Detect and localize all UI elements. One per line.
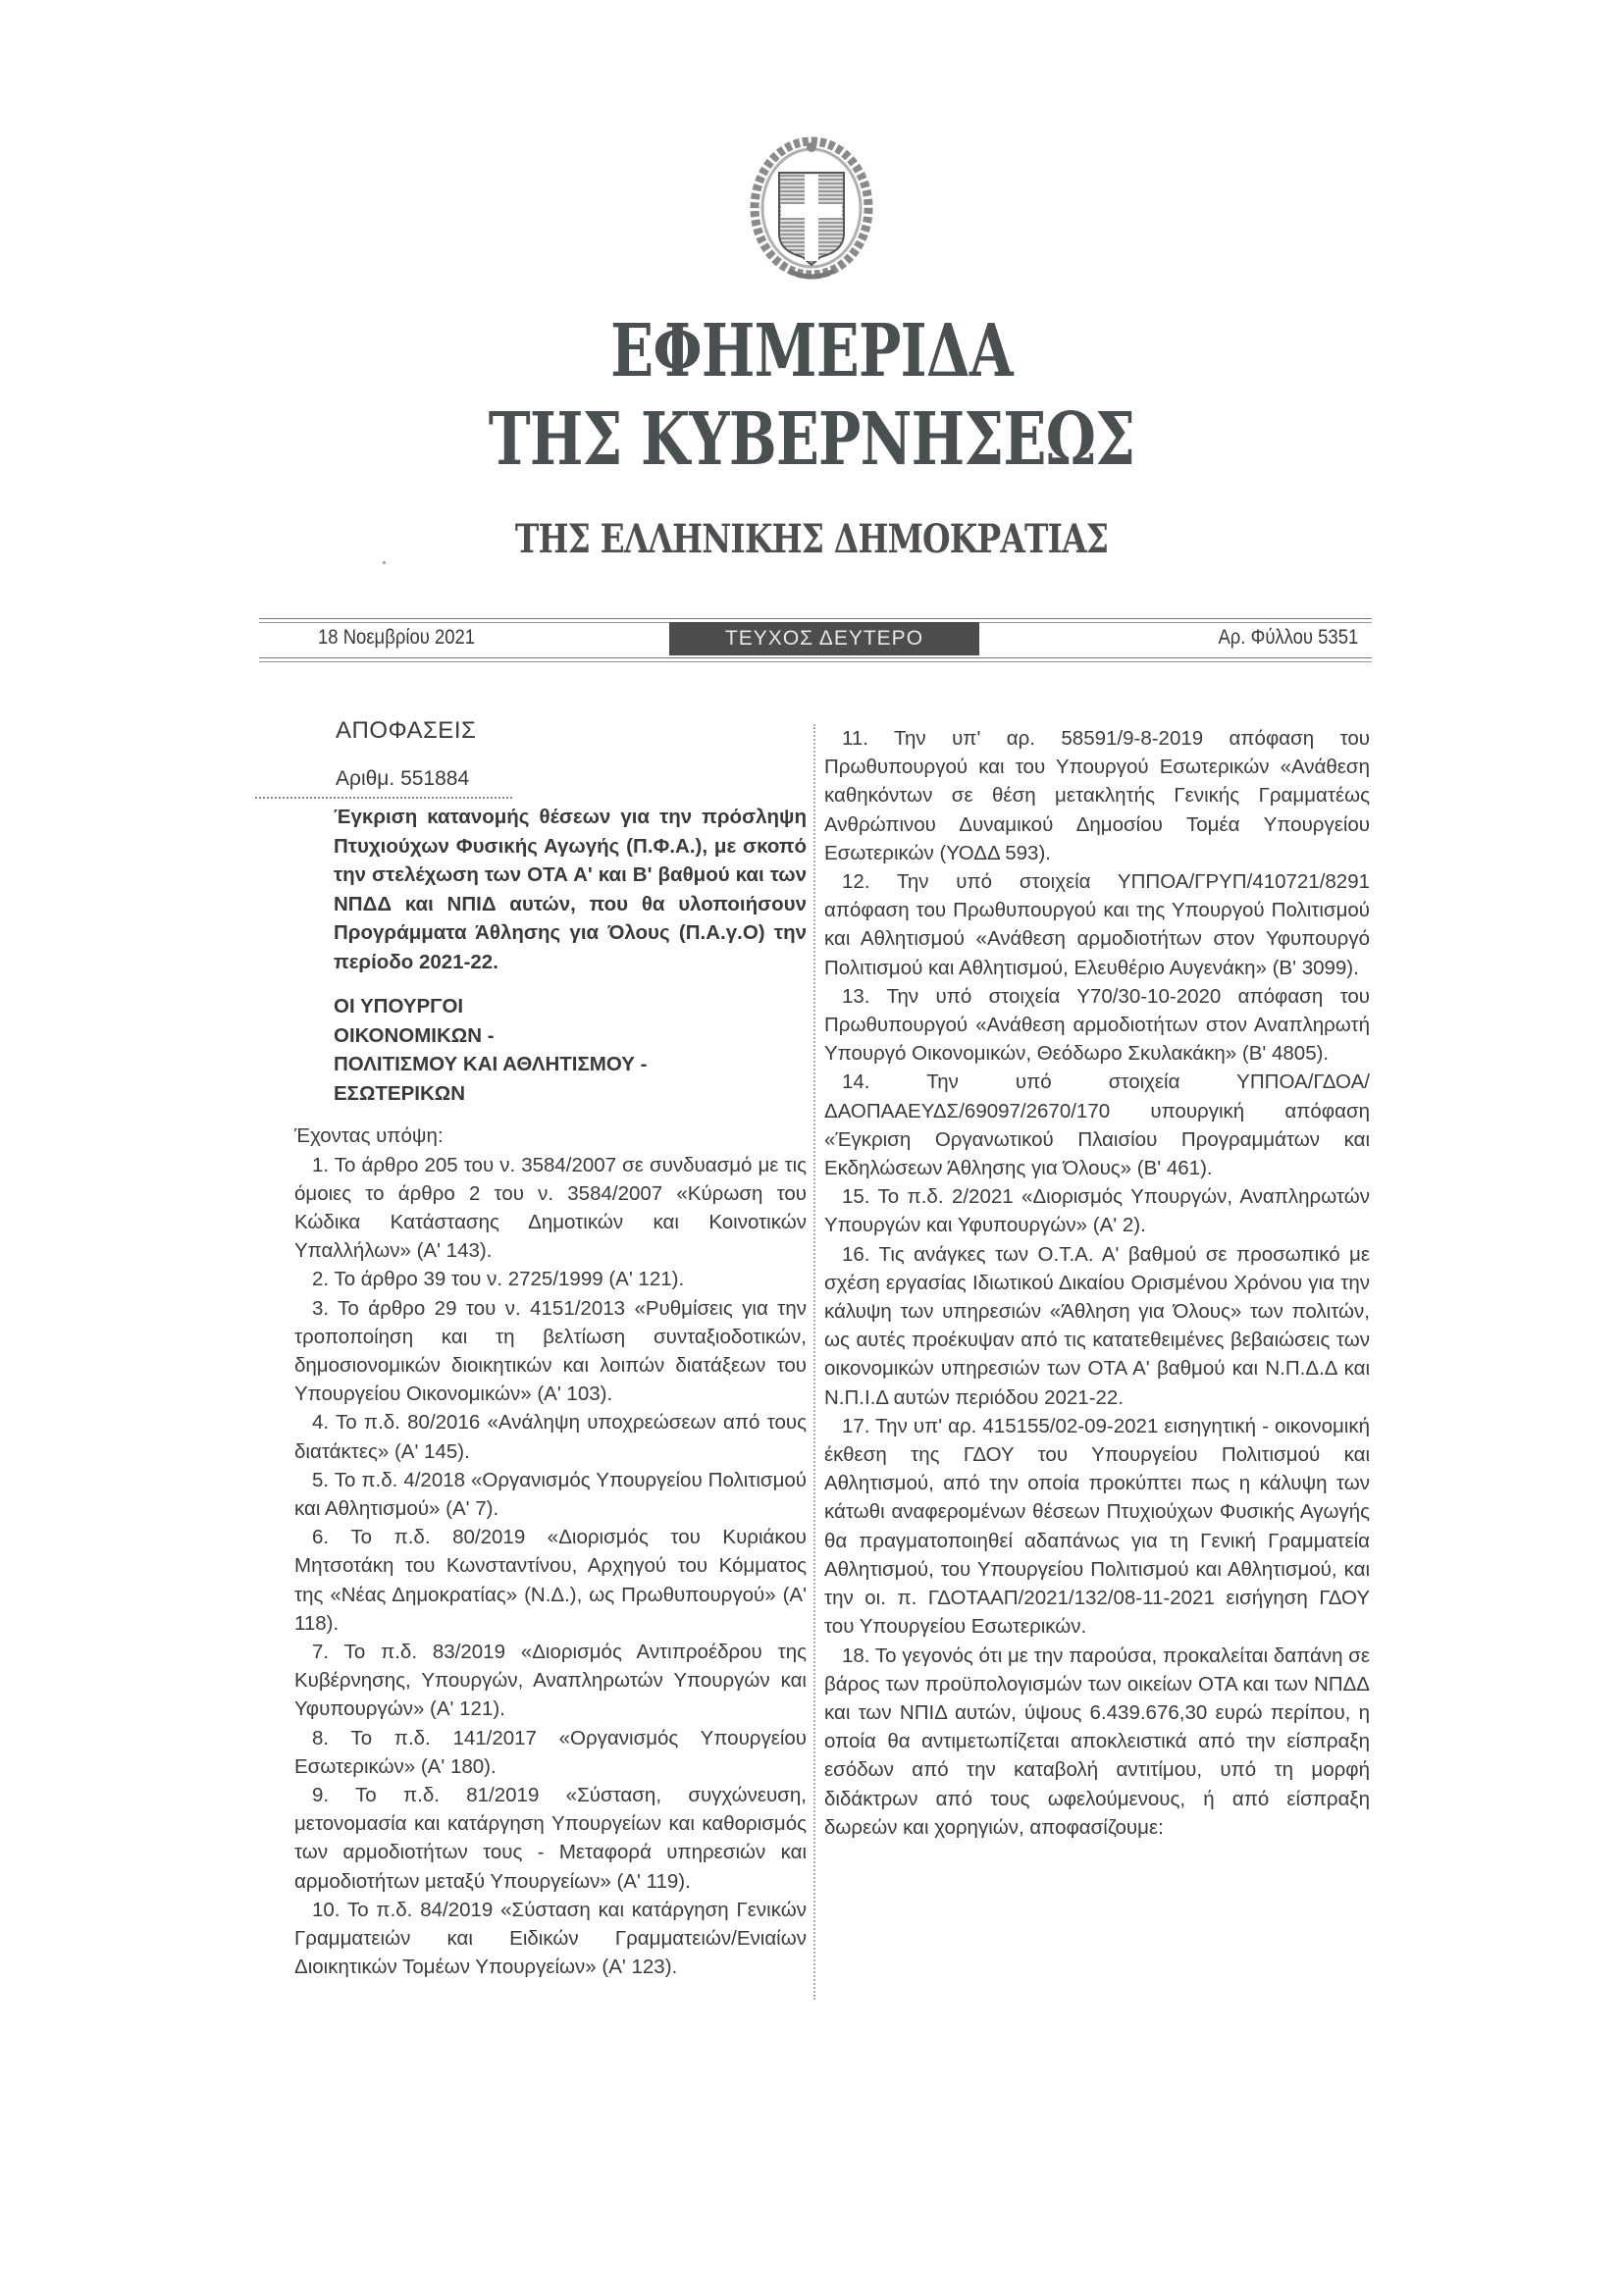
ministers-line: ΠΟΛΙΤΙΣΜΟΥ ΚΑΙ ΑΘΛΗΤΙΣΜΟΥ - (334, 1053, 648, 1076)
considerant-item: 3. Το άρθρο 29 του ν. 4151/2013 «Ρυθμίσεις για την τροποποίηση και τη βελτίωση συνταξιοδοτικών, δημοσιονομικών διοικητικών και λοιπών διατάξεων του Υπουργείου Οικονομικών» (Α' 103). (294, 1296, 807, 1406)
considerant-item: 9. Το π.δ. 81/2019 «Σύσταση, συγχώνευση, μετονομασία και κατάργηση Υπουργείων και καθορισμός των αρμοδιοτήτων τους - Μεταφορά υπηρεσιών και αρμοδιοτήτων μεταξύ Υπουργείων» (Α' 119). (294, 1784, 807, 1893)
masthead-title: ΕΦΗΜΕΡΙΔΑ (610, 309, 1013, 393)
ministers-line: ΟΙΚΟΝΟΜΙΚΩΝ - (334, 1023, 495, 1047)
considerant-item: 13. Την υπό στοιχεία Υ70/30-10-2020 απόφαση του Πρωθυπουργού «Ανάθεση αρμοδιοτήτων στον Αναπληρωτή Υπουργό Οικονομικών, Θεόδωρο Σκυλακάκη» (Β' 4805). (824, 984, 1370, 1066)
considerant-item: 5. Το π.δ. 4/2018 «Οργανισμός Υπουργείου Πολιτισμού και Αθλητισμού» (Α' 7). (294, 1468, 807, 1521)
left-column (294, 716, 807, 1982)
considerant-item: 4. Το π.δ. 80/2016 «Ανάληψη υποχρεώσεων από τους διατάκτες» (Α' 145). (294, 1411, 807, 1463)
issue-badge: ΤΕΥΧΟΣ ΔΕΥΤΕΡΟ (669, 622, 979, 655)
scan-speck (383, 561, 386, 564)
issue-date: 18 Νοεμβρίου 2021 (318, 626, 476, 649)
sheet-number: Αρ. Φύλλου 5351 (1218, 626, 1358, 649)
masthead-republic: ΤΗΣ ΕΛΛΗΝΙΚΗΣ ΔΗΜΟΚΡΑΤΙΑΣ (514, 516, 1109, 562)
decision-title: Έγκριση κατανομής θέσεων για την πρόσληψη Πτυχιούχων Φυσικής Αγωγής (Π.Φ.Α.), με σκοπό την στελέχωση των ΟΤΑ Α' και Β' βαθμού και των ΝΠΔΔ και ΝΠΙΔ αυτών, που θα υλοποιήσουν Προγράμματα Άθλησης για Όλους (Π.Α.γ.Ο) την περίοδο 2021-22. (334, 806, 807, 973)
considerant-item: 12. Την υπό στοιχεία ΥΠΠΟΑ/ΓΡΥΠ/410721/8291 απόφαση του Πρωθυπουργού και της Υπουργού Πολιτισμού και Αθλητισμού «Ανάθεση αρμοδιοτήτων στον Υφυπουργό Πολιτισμού και Αθλητισμού, Ελευθέριο Αυγενάκη» (Β' 3099). (824, 870, 1370, 979)
decision-divider (255, 797, 512, 799)
considerant-item: 16. Τις ανάγκες των Ο.Τ.Α. Α' βαθμού σε προσωπικό με σχέση εργασίας Ιδιωτικού Δικαίου Ορισμένου Χρόνου για την κάλυψη των υπηρεσιών «Άθληση για Όλους» των πολιτών, ως αυτές προέκυψαν από τις κατατεθειμένες βεβαιώσεις των οικονομικών υπηρεσιών των ΟΤΑ Α' βαθμού και Ν.Π.Δ.Δ και Ν.Π.Ι.Δ αυτών περιόδου 2021-22. (824, 1242, 1370, 1409)
considerant-item: 1. Το άρθρο 205 του ν. 3584/2007 σε συνδυασμό με τις όμοιες το άρθρο 2 του ν. 3584/2007 «Κύρωση του Κώδικα Κατάστασης Δημοτικών και Κοινοτικών Υπαλλήλων» (Α' 143). (294, 1153, 807, 1263)
issue-bar (259, 618, 1372, 661)
section-heading: ΑΠΟΦΑΣΕΙΣ (336, 717, 477, 744)
ministers-line: ΟΙ ΥΠΟΥΡΓΟΙ (334, 995, 464, 1018)
considerant-item: 10. Το π.δ. 84/2019 «Σύσταση και κατάργηση Γενικών Γραμματειών και Ειδικών Γραμματειών/Ενιαίων Διοικητικών Τομέων Υπουργείων» (Α' 123). (294, 1898, 807, 1979)
considerant-item: 2. Το άρθρο 39 του ν. 2725/1999 (Α' 121). (312, 1268, 685, 1291)
column-divider (813, 724, 815, 2000)
considerant-item: 18. Το γεγονός ότι με την παρούσα, προκαλείται δαπάνη σε βάρος των προϋπολογισμών των οικείων ΟΤΑ και των ΝΠΔΔ και των ΝΠΙΔ αυτών, ύψους 6.439.676,30 ευρώ περίπου, η οποία θα αντιμετωπίζεται αποκλειστικά από την είσπραξη εσόδων από την καταβολή αντιτίμου, υπό τη μορφή διδάκτρων από τους ωφελούμενους, ή από είσπραξη δωρεών και χορηγιών, αποφασίζουμε: (824, 1644, 1370, 1839)
ministers-heading (334, 992, 807, 1108)
considerant-item: 17. Την υπ' αρ. 415155/02-09-2021 εισηγητική - οικονομική έκθεση της ΓΔΟΥ του Υπουργείου Πολιτισμού και Αθλητισμού, από την οποία προκύπτει πως η κάλυψη των κάτωθι αναφερομένων θέσεων Πτυχιούχων Φυσικής Αγωγής θα πραγματοποιηθεί αδαπάνως για τη Γενική Γραμματεία Αθλητισμού, του Υπουργείου Πολιτισμού και Αθλητισμού, και την οι. π. ΓΔΟΤΑΑΠ/2021/132/08-11-2021 εισήγηση ΓΔΟΥ του Υπουργείου Εσωτερικών. (824, 1414, 1370, 1639)
considerant-item: 6. Το π.δ. 80/2019 «Διορισμός του Κυριάκου Μητσοτάκη του Κωνσταντίνου, Αρχηγού του Κόμματος της «Νέας Δημοκρατίας» (Ν.Δ.), ως Πρωθυπουργού» (Α' 118). (294, 1526, 807, 1635)
ministers-line: ΕΣΩΤΕΡΙΚΩΝ (334, 1081, 466, 1105)
masthead-subtitle: ΤΗΣ ΚΥΒΕΡΝΗΣΕΩΣ (488, 397, 1135, 482)
considerant-item: 11. Την υπ' αρ. 58591/9-8-2019 απόφαση του Πρωθυπουργού και του Υπουργού Εσωτερικών «Ανάθεση καθηκόντων σε θέση μετακλητής Γενικής Γραμματέως Ανθρώπινου Δυναμικού Δημοσίου Τομέα Υπουργείου Εσωτερικών (ΥΟΔΔ 593). (824, 727, 1370, 864)
decision-number: Αριθμ. 551884 (336, 767, 470, 791)
considerant-item: 7. Το π.δ. 83/2019 «Διορισμός Αντιπροέδρου της Κυβέρνησης, Υπουργών, Αναπληρωτών Υπουργών και Υφυπουργών» (Α' 121). (294, 1641, 807, 1721)
considerant-item: 15. Το π.δ. 2/2021 «Διορισμός Υπουργών, Αναπληρωτών Υπουργών και Υφυπουργών» (Α' 2). (824, 1185, 1370, 1237)
rule-bottom (259, 657, 1372, 662)
considerant-item: 14. Την υπό στοιχεία ΥΠΠΟΑ/ΓΔΟΑ/ΔΑΟΠΑΑΕΥΔΣ/69097/2670/170 υπουργική απόφαση «Έγκριση Οργανωτικού Πλαισίου Προγραμμάτων και Εκδηλώσεων Άθλησης για Όλους» (Β' 461). (824, 1070, 1370, 1180)
preamble: Έχοντας υπόψη: (294, 1124, 444, 1148)
greek-coat-of-arms-icon (750, 135, 873, 283)
right-column (824, 724, 1370, 1842)
considerant-item: 8. Το π.δ. 141/2017 «Οργανισμός Υπουργείου Εσωτερικών» (Α' 180). (294, 1726, 807, 1778)
